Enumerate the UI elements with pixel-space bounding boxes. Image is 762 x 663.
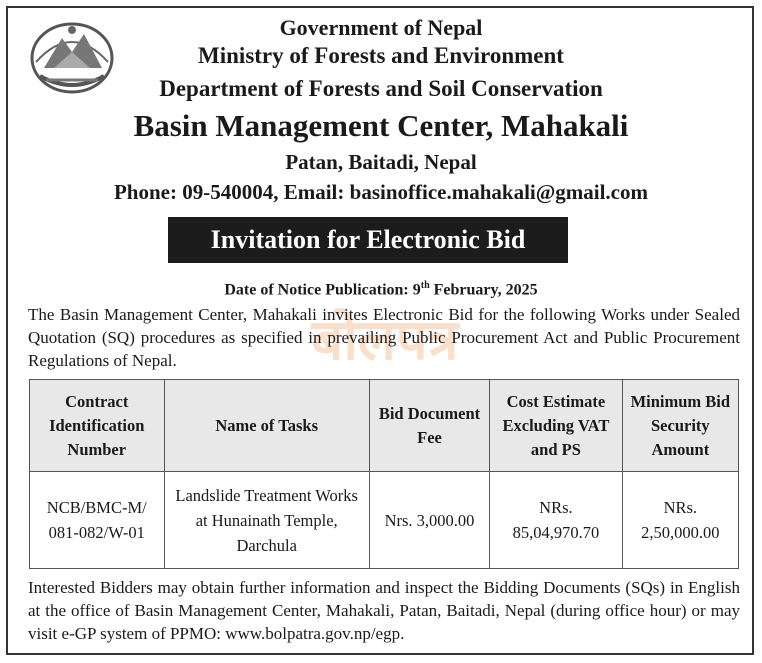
- cell-bid-fee: Nrs. 3,000.00: [369, 472, 489, 569]
- intro-paragraph: The Basin Management Center, Mahakali invites Electronic Bid for the following Works under Sealed Quotation (SQ) procedures as specified in prevailing Public Procurement Act and Public Procurement Regulations of Nepal.: [28, 305, 740, 370]
- publication-date: Date of Notice Publication: 9th February, 2025: [224, 280, 538, 299]
- col-contract-id: Contract Identification Number: [30, 380, 165, 472]
- table-header-row: [30, 380, 739, 472]
- watermark-text: बोलपत्र: [311, 308, 459, 373]
- office-address: Patan, Baitadi, Nepal: [285, 150, 477, 174]
- government-title: Government of Nepal: [279, 15, 483, 40]
- office-title: Basin Management Center, Mahakali: [133, 108, 629, 143]
- closing-paragraph: Interested Bidders may obtain further information and inspect the Bidding Documents (SQs) in English at the office of Basin Management Center, Mahakali, Patan, Baitadi, Nepal (during office hour) or may visit e-GP system of PPMO: www.bolpatra.gov.np/egp.: [28, 578, 740, 643]
- contact-info: Phone: 09-540004, Email: basinoffice.mahakali@gmail.com: [113, 180, 648, 204]
- cell-task-name: Landslide Treatment Works at Hunainath Temple, Darchula: [164, 472, 369, 569]
- cell-cost-estimate: NRs. 85,04,970.70: [490, 472, 622, 569]
- cell-bid-security: NRs. 2,50,000.00: [622, 472, 738, 569]
- bid-table: [29, 379, 739, 569]
- col-bid-fee: Bid Document Fee: [369, 380, 489, 472]
- ministry-title: Ministry of Forests and Environment: [198, 43, 564, 68]
- col-cost-estimate: Cost Estimate Excluding VAT and PS: [490, 380, 622, 472]
- cell-contract-id: NCB/BMC-M/ 081-082/W-01: [30, 472, 165, 569]
- department-title: Department of Forests and Soil Conservation: [159, 76, 603, 101]
- notice-banner: Invitation for Electronic Bid: [168, 217, 568, 263]
- table-row: [30, 472, 739, 569]
- col-task-name: Name of Tasks: [164, 380, 369, 472]
- col-bid-security: Minimum Bid Security Amount: [622, 380, 738, 472]
